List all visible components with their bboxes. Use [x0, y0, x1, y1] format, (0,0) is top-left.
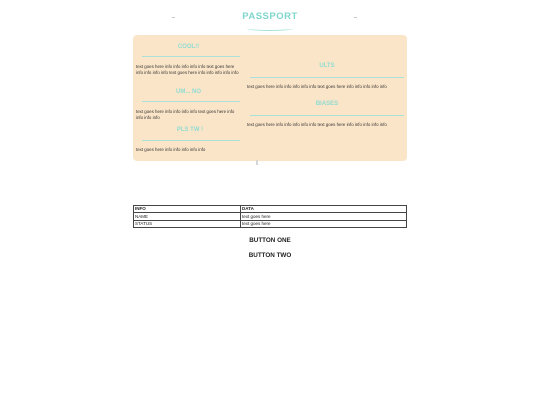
table-cell: NAME	[134, 213, 241, 220]
left-decor-dot	[172, 17, 175, 18]
page-title: PASSPORT	[242, 11, 298, 22]
section-text-ults: text goes here info info info info info text goes here info info info info info	[247, 84, 387, 89]
section-divider	[142, 140, 240, 141]
table-row	[134, 213, 407, 220]
table-header-cell: INFO	[134, 206, 241, 213]
info-table	[133, 205, 407, 228]
table-cell: text goes here	[241, 213, 407, 220]
section-heading-ults: ULTS	[319, 63, 335, 69]
button-one[interactable]: BUTTON ONE	[249, 237, 291, 244]
title-underline	[247, 26, 293, 31]
section-divider	[142, 56, 240, 57]
section-text-um-no: text goes here info info info info text goes here info info info info	[136, 109, 235, 121]
section-text-biases: text goes here info info info info info text goes here info info info info info	[247, 122, 387, 127]
section-heading-um-no: UM... NO	[176, 89, 201, 95]
section-text-cool: text goes here info info info info info text goes here info info info info text goes here info info info info info	[136, 64, 239, 76]
card-resize-handle[interactable]	[256, 160, 258, 165]
profile-card	[133, 35, 407, 161]
section-text-pls-tw: text goes here info info info info info	[136, 147, 206, 152]
section-divider	[250, 115, 404, 116]
table-cell: STATUS	[134, 220, 241, 227]
table-header-row	[134, 206, 407, 213]
table-header-cell: DATA	[241, 206, 407, 213]
table-row	[134, 220, 407, 227]
table-cell: text goes here	[241, 220, 407, 227]
section-heading-biases: BIASES	[315, 101, 339, 107]
right-decor-dot	[354, 17, 357, 18]
section-divider	[142, 101, 240, 102]
section-heading-pls-tw: PLS TW !	[176, 127, 204, 133]
button-two[interactable]: BUTTON TWO	[248, 252, 292, 259]
section-divider	[250, 77, 404, 78]
section-heading-cool: COOL!!	[177, 44, 200, 50]
